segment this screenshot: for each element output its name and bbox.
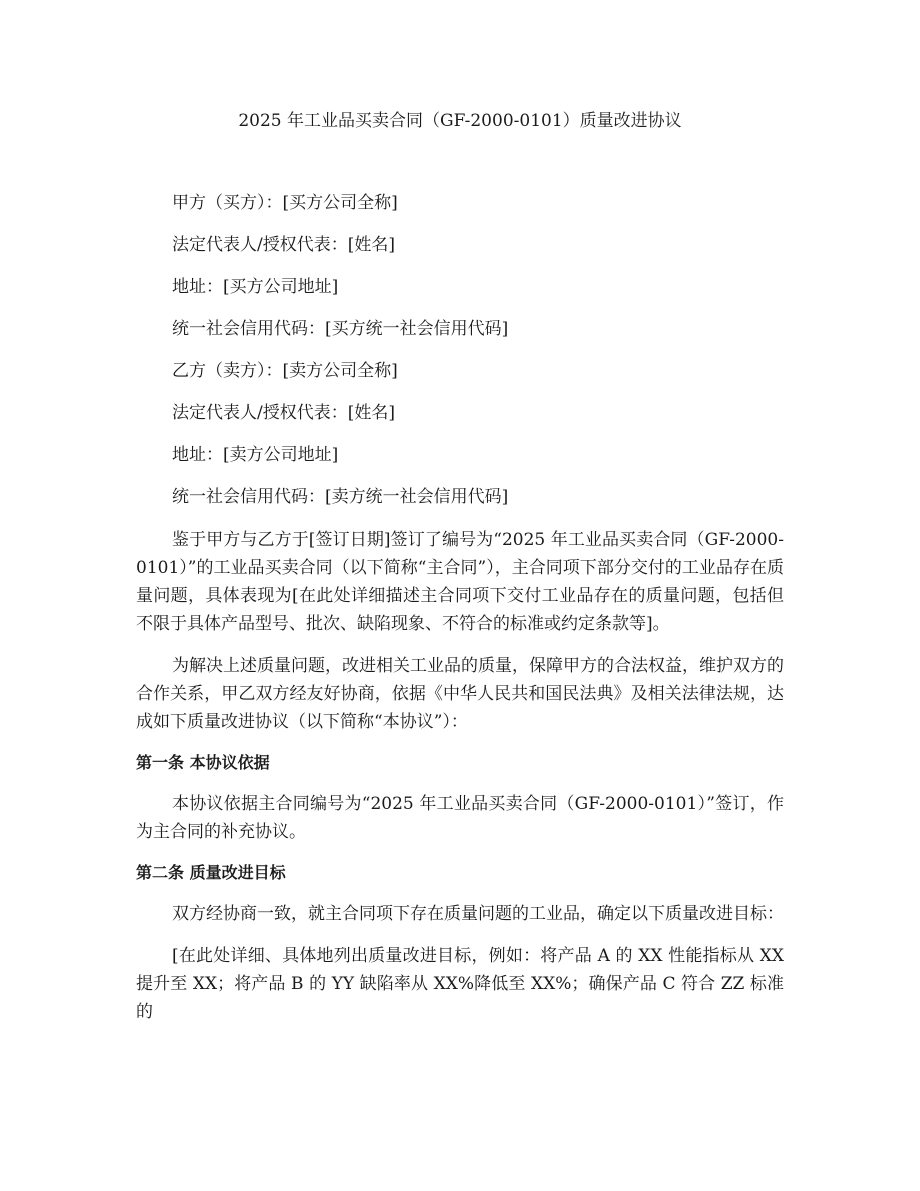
buyer-name-line: 甲方（买方）：[买方公司全称] [172,193,398,213]
preamble-paragraph-purpose: 为解决上述质量问题，改进相关工业品的质量，保障甲方的合法权益，维护双方的合作关系，甲乙双方经友好协商，依据《中华人民共和国民法典》及相关法律法规，达成如下质量改进协议（以下简称“本协议”）： [136,656,784,732]
section-1-heading: 第一条 本协议依据 [136,753,270,772]
preamble-paragraph-background: 鉴于甲方与乙方于[签订日期]签订了编号为“2025 年工业品买卖合同（GF-2000-0101）”的工业品买卖合同（以下简称“主合同”），主合同项下部分交付的工业品存在质量问题，具体表现为[在此处详细描述主合同项下交付工业品存在的质量问题，包括但不限于具体产品型号、批次、缺陷现象、不符合的标准或约定条款等]。 [136,530,784,634]
seller-name-line: 乙方（卖方）：[卖方公司全称] [172,361,398,381]
section-2-paragraph-targets: [在此处详细、具体地列出质量改进目标，例如：将产品 A 的 XX 性能指标从 XX 提升至 XX；将产品 B 的 YY 缺陷率从 XX%降低至 XX%；确保产品 C 符合 ZZ 标准的 [136,946,784,1022]
seller-address-line: 地址：[卖方公司地址] [172,445,339,465]
seller-representative-line: 法定代表人/授权代表：[姓名] [172,403,395,423]
section-2-heading: 第二条 质量改进目标 [136,863,286,882]
party-info-block [136,190,784,510]
document-title: 2025 年工业品买卖合同（GF-2000-0101）质量改进协议 [238,111,682,131]
seller-credit-code-line: 统一社会信用代码：[卖方统一社会信用代码] [172,487,509,507]
buyer-address-line: 地址：[买方公司地址] [172,277,339,297]
buyer-representative-line: 法定代表人/授权代表：[姓名] [172,235,395,255]
section-1-paragraph: 本协议依据主合同编号为“2025 年工业品买卖合同（GF-2000-0101）”签订，作为主合同的补充协议。 [136,794,784,842]
buyer-credit-code-line: 统一社会信用代码：[买方统一社会信用代码] [172,319,509,339]
section-2-paragraph-intro: 双方经协商一致，就主合同项下存在质量问题的工业品，确定以下质量改进目标： [172,904,784,924]
